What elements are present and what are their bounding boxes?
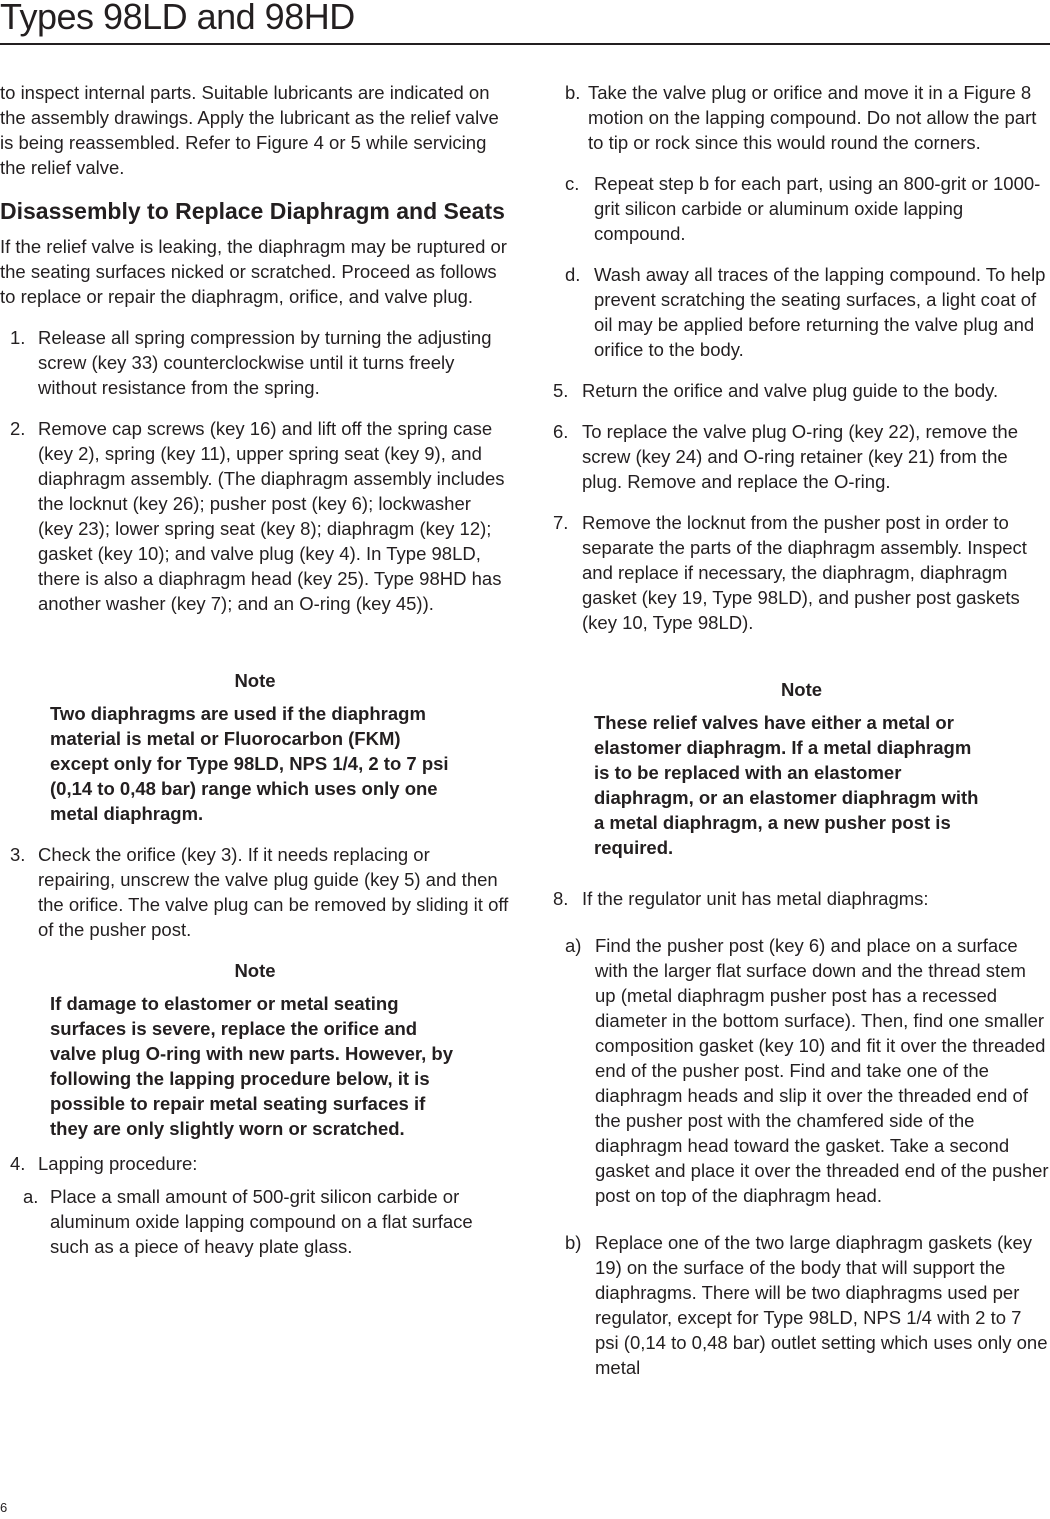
right-column [553, 80, 1050, 1396]
note-2 [0, 958, 510, 1141]
step-1 [0, 325, 510, 400]
step-4c-text: Repeat step b for each part, using an 800-grit or 1000-grit silicon carbide or aluminum oxide lapping compound. [594, 173, 1041, 244]
step-4c-label: c. [565, 173, 580, 194]
step-6-number: 6. [553, 421, 569, 442]
header-rule [0, 43, 1050, 45]
step-4d-text: Wash away all traces of the lapping compound. To help prevent scratching the seating surfaces, a light coat of oil may be applied before returning the valve plug and orifice to the body. [594, 264, 1046, 360]
intro-paragraph: to inspect internal parts. Suitable lubricants are indicated on the assembly drawings. Apply the lubricant as the relief valve is being reassembled. Refer to Figure 4 or 5 while servicing the relief valve. [0, 82, 499, 178]
section-paragraph: If the relief valve is leaking, the diaphragm may be ruptured or the seating surfaces nicked or scratched. Proceed as follows to replace or repair the diaphragm, orifice, and valve plug. [0, 236, 507, 307]
step-4d [553, 262, 1050, 362]
step-4a [0, 1184, 510, 1259]
step-4a-label: a. [23, 1186, 39, 1207]
step-7-number: 7. [553, 512, 569, 533]
step-6 [553, 419, 1050, 494]
step-8-text: If the regulator unit has metal diaphragms: [582, 888, 929, 909]
step-8a-label: a) [565, 935, 582, 956]
step-3-text: Check the orifice (key 3). If it needs replacing or repairing, unscrew the valve plug guide (key 5) and then the orifice. The valve plug can be removed by sliding it off of the pusher post. [38, 844, 509, 940]
step-7 [553, 510, 1050, 635]
step-3 [0, 842, 510, 942]
note-3-text: These relief valves have either a metal or elastomer diaphragm. If a metal diaphragm is to be replaced with an elastomer diaphragm, or an elastomer diaphragm with a metal diaphragm, a new pusher post is required. [594, 712, 979, 858]
step-1-number: 1. [10, 327, 26, 348]
step-8b-text: Replace one of the two large diaphragm gaskets (key 19) on the surface of the body that will support the diaphragms. There will be two diaphragms used per regulator, except for Type 98LD, NPS 1/4 with 2 to 7 psi (0,14 to 0,48 bar) outlet setting which uses only one metal [595, 1232, 1048, 1378]
step-4d-label: d. [565, 264, 581, 285]
step-8-number: 8. [553, 888, 569, 909]
step-6-text: To replace the valve plug O-ring (key 22), remove the screw (key 24) and O-ring retainer (key 21) from the plug. Remove and replace the O-ring. [582, 421, 1018, 492]
note-1 [0, 632, 510, 826]
step-8a [553, 933, 1050, 1208]
note-2-text: If damage to elastomer or metal seating surfaces is severe, replace the orifice and valve plug O-ring with new parts. However, by following the lapping procedure below, it is possible to repair metal seating surfaces if they are only slightly worn or scratched. [50, 993, 453, 1139]
step-5-text: Return the orifice and valve plug guide to the body. [582, 380, 999, 401]
step-5-number: 5. [553, 380, 569, 401]
left-column [0, 80, 510, 1275]
step-8 [553, 886, 1050, 911]
step-5 [553, 378, 1050, 403]
step-3-number: 3. [10, 844, 26, 865]
step-4c [553, 171, 1050, 246]
step-2 [0, 416, 510, 616]
note-1-text: Two diaphragms are used if the diaphragm material is metal or Fluorocarbon (FKM) except only for Type 98LD, NPS 1/4, 2 to 7 psi (0,14 to 0,48 bar) range which uses only one metal diaphragm. [50, 703, 449, 824]
note-2-title: Note [234, 960, 276, 981]
step-7-text: Remove the locknut from the pusher post in order to separate the parts of the diaphragm assembly. Inspect and replace if necessary, the diaphragm, diaphragm gasket (key 19, Type 98LD), and pusher post gaskets (key 10, Type 98LD). [582, 512, 1027, 633]
step-4 [0, 1151, 510, 1176]
step-8b-label: b) [565, 1232, 582, 1253]
page-header-title: Types 98LD and 98HD [0, 0, 355, 37]
note-1-title: Note [234, 670, 276, 691]
section-heading: Disassembly to Replace Diaphragm and Seats [0, 198, 505, 224]
step-2-text: Remove cap screws (key 16) and lift off the spring case (key 2), spring (key 11), upper spring seat (key 9), and diaphragm assembly. (The diaphragm assembly includes the locknut (key 26); pusher post (key 6); lockwasher (key 23); lower spring seat (key 8); diaphragm (key 12); gasket (key 10); and valve plug (key 4). In Type 98LD, there is also a diaphragm head (key 25). Type 98HD has another washer (key 7); and an O-ring (key 45)). [38, 418, 505, 614]
note-3 [553, 651, 1050, 860]
step-4b-label: b. [565, 82, 581, 103]
note-3-title: Note [780, 679, 823, 700]
step-8b [553, 1230, 1050, 1380]
step-4-number: 4. [10, 1153, 26, 1174]
step-8a-text: Find the pusher post (key 6) and place on a surface with the larger flat surface down and the thread stem up (metal diaphragm pusher post has a recessed diameter in the bottom surface). Then, find one smaller composition gasket (key 10) and fit it over the threaded end of the pusher post. Find and take one of the diaphragm heads and slip it over the threaded end of the pusher post with the chamfered side of the diaphragm head toward the gasket. Take a second gasket and place it over the threaded end of the pusher post on top of the diaphragm head. [595, 935, 1049, 1206]
step-4b [553, 80, 1050, 155]
step-1-text: Release all spring compression by turning the adjusting screw (key 33) counterclockwise until it turns freely without resistance from the spring. [38, 327, 492, 398]
step-4b-text: Take the valve plug or orifice and move it in a Figure 8 motion on the lapping compound. Do not allow the part to tip or rock since this would round the corners. [588, 82, 1037, 153]
page-number: 6 [0, 1500, 8, 1515]
step-2-number: 2. [10, 418, 26, 439]
step-4a-text: Place a small amount of 500-grit silicon carbide or aluminum oxide lapping compound on a flat surface such as a piece of heavy plate glass. [50, 1186, 473, 1257]
step-4-text: Lapping procedure: [38, 1153, 198, 1174]
